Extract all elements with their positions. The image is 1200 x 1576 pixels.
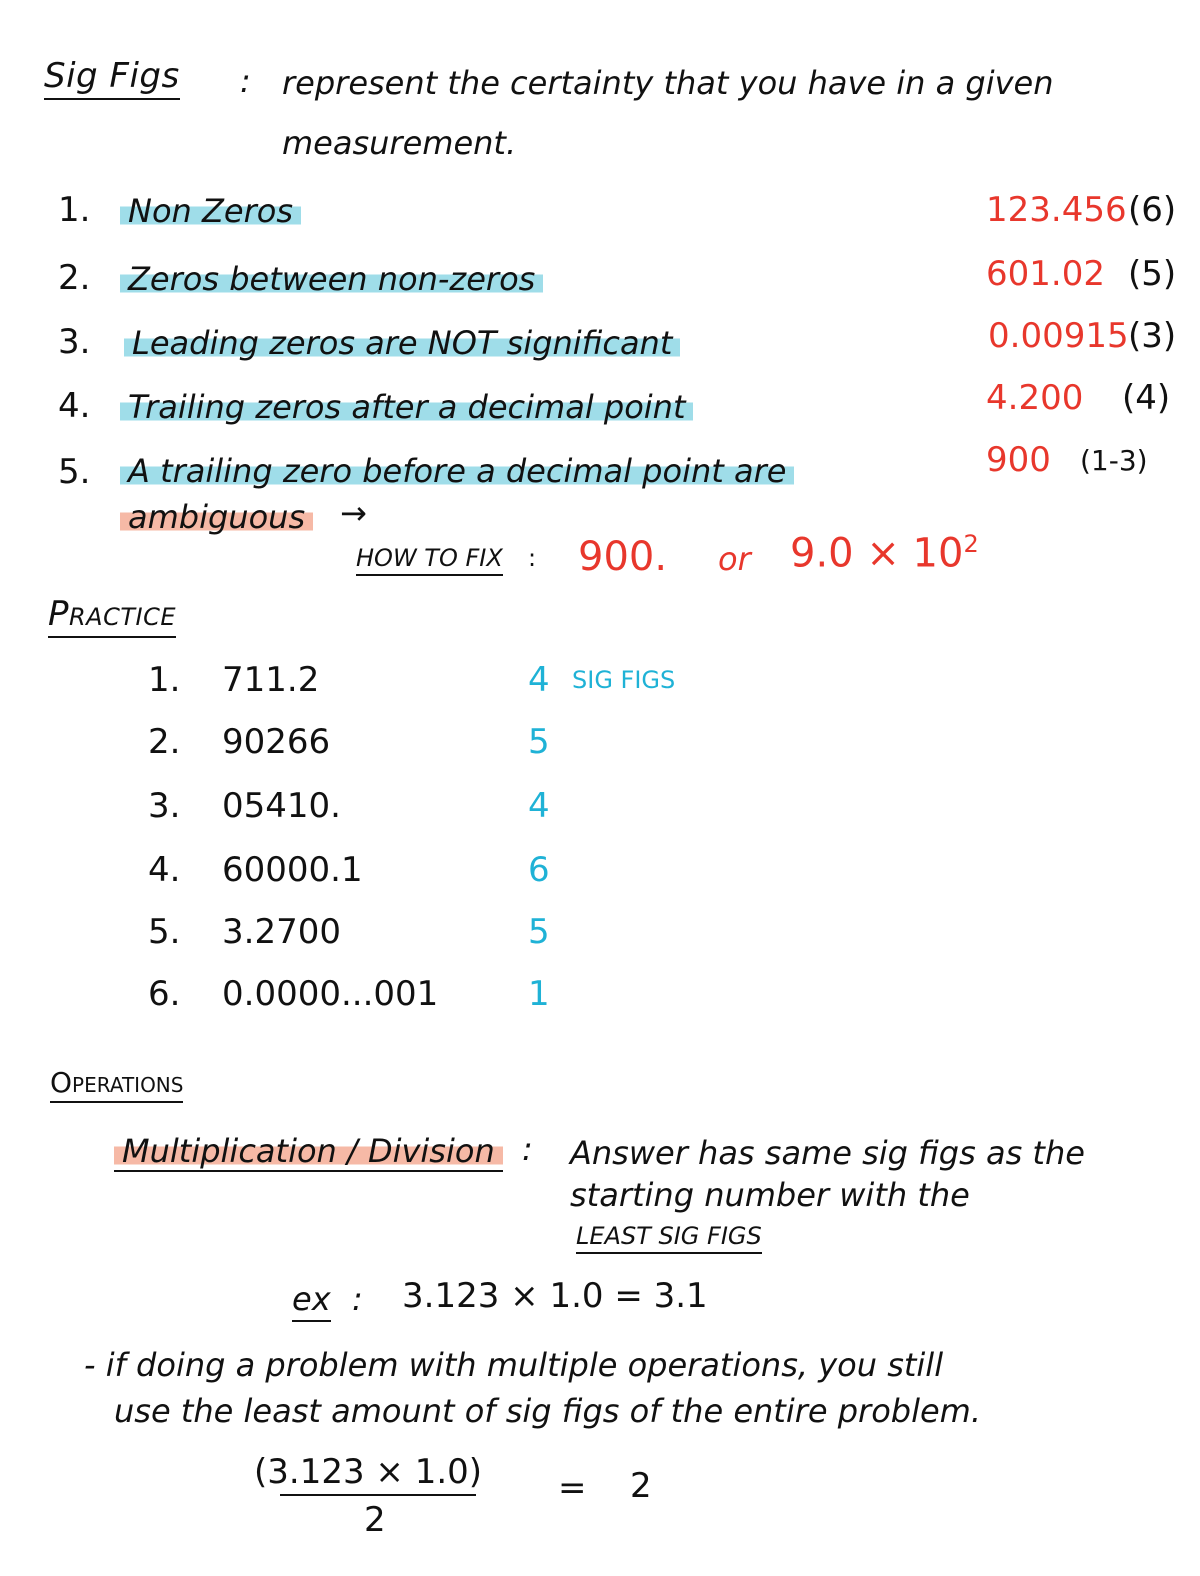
fraction-bar — [280, 1494, 476, 1496]
multiplication-division-heading: Multiplication / Division — [114, 1132, 503, 1172]
rule-count: (4) — [1122, 378, 1171, 418]
rule-example: 4.200 — [986, 378, 1084, 418]
arrow-icon: → — [340, 494, 367, 532]
practice-answer: 4 — [528, 660, 550, 700]
definition-line-2: measurement. — [282, 124, 517, 162]
practice-value: 711.2 — [222, 660, 320, 700]
practice-value: 60000.1 — [222, 850, 363, 890]
rule-count: (1-3) — [1080, 444, 1148, 477]
operations-title: Operations — [50, 1066, 183, 1103]
rule-number: 5. — [58, 452, 91, 492]
fix-option-1: 900. — [578, 534, 668, 580]
rule-text: A trailing zero before a decimal point are — [120, 452, 794, 490]
practice-value: 05410. — [222, 786, 341, 826]
rule-number: 4. — [58, 386, 91, 426]
practice-value: 90266 — [222, 722, 331, 762]
fraction-denominator: 2 — [364, 1500, 386, 1540]
practice-number: 5. — [148, 912, 181, 952]
example-colon: : — [352, 1280, 363, 1318]
sig-figs-title: Sig Figs — [44, 56, 180, 100]
fraction-result: 2 — [630, 1466, 652, 1506]
fix-option-2 — [790, 530, 979, 576]
example-equation: 3.123 × 1.0 = 3.1 — [402, 1276, 708, 1316]
operations-rule-line-1: Answer has same sig figs as the — [570, 1134, 1085, 1172]
practice-answer: 6 — [528, 850, 550, 890]
fraction-numerator: (3.123 × 1.0) — [254, 1452, 483, 1492]
practice-answer: 1 — [528, 974, 550, 1014]
rule-count: (5) — [1128, 254, 1177, 294]
practice-number: 3. — [148, 786, 181, 826]
operations-colon: : — [522, 1130, 533, 1168]
fix-or: or — [718, 540, 751, 578]
practice-title: Practice — [48, 594, 176, 638]
practice-answer-note: SIG FIGS — [572, 666, 676, 694]
practice-value: 3.2700 — [222, 912, 341, 952]
definition-colon: : — [240, 62, 251, 100]
how-to-fix-label: HOW TO FIX — [356, 544, 503, 576]
practice-answer: 4 — [528, 786, 550, 826]
operations-rule-line-2: starting number with the — [570, 1176, 970, 1214]
operations-note-line-1: - if doing a problem with multiple operations, you still — [84, 1346, 944, 1384]
rule-count: (3) — [1128, 316, 1177, 356]
practice-answer: 5 — [528, 722, 550, 762]
practice-number: 1. — [148, 660, 181, 700]
practice-value: 0.0000...001 — [222, 974, 439, 1014]
rule-text: Leading zeros are NOT significant — [124, 324, 680, 362]
rule-example: 0.00915 — [988, 316, 1129, 356]
practice-answer: 5 — [528, 912, 550, 952]
rule-example: 900 — [986, 440, 1051, 480]
practice-number: 6. — [148, 974, 181, 1014]
rule-example: 123.456 — [986, 190, 1127, 230]
definition-line-1: represent the certainty that you have in a given — [282, 64, 1054, 102]
scientific-exponent: 2 — [963, 530, 979, 558]
rule-example: 601.02 — [986, 254, 1105, 294]
scientific-notation: 9.0 × 10 — [790, 530, 964, 577]
fraction-equals: = — [558, 1468, 587, 1508]
practice-number: 4. — [148, 850, 181, 890]
operations-rule-line-3: LEAST SIG FIGS — [576, 1222, 762, 1254]
rule-text-continued: ambiguous — [120, 498, 313, 536]
example-label: ex — [292, 1280, 331, 1322]
rule-number: 3. — [58, 322, 91, 362]
rule-count: (6) — [1128, 190, 1177, 230]
rule-text: Zeros between non-zeros — [120, 260, 543, 298]
rule-number: 1. — [58, 190, 91, 230]
how-to-fix-colon: : — [528, 544, 537, 572]
rule-text: Trailing zeros after a decimal point — [120, 388, 693, 426]
rule-text: Non Zeros — [120, 192, 301, 230]
practice-number: 2. — [148, 722, 181, 762]
operations-note-line-2: use the least amount of sig figs of the entire problem. — [114, 1392, 982, 1430]
rule-number: 2. — [58, 258, 91, 298]
